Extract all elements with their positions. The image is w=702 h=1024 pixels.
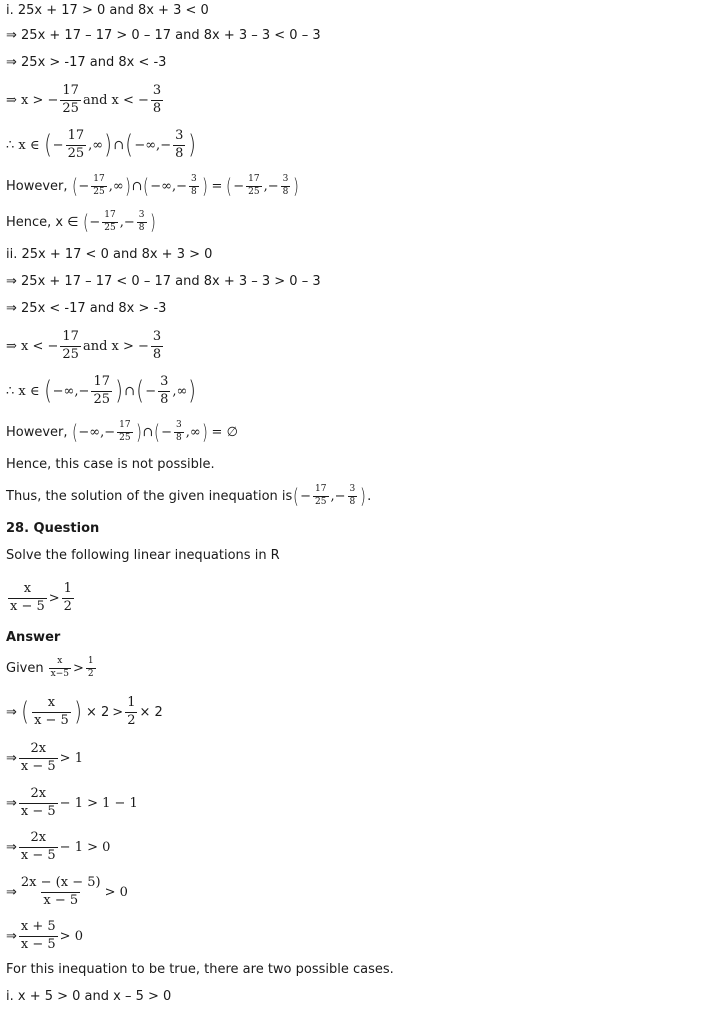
step-final-form: ⇒ $\frac{x + 5}{x - 5}$ > 0 [6, 918, 83, 952]
case-i-conclusion: Hence, x ∈ ( − $\frac{17}{25}$ , − $\frac{3}{8}$ ) [6, 210, 156, 234]
question-heading: 28. Question [6, 520, 100, 536]
intersection-set: ∴ x ∈ ( − $\frac{17}{25}$ , ∞ ) ∩ ( −∞ , − $\frac{3}{8}$ ) [6, 127, 197, 161]
step-simplified-ii: ⇒ 25x < -17 and 8x > -3 [6, 300, 167, 316]
step-subtract-one: ⇒ $\frac{2x}{x - 5}$ − 1 > 1 − 1 [6, 785, 138, 819]
case-i-new: i. x + 5 > 0 and x – 5 > 0 [6, 988, 172, 1004]
question-text: Solve the following linear inequations in R [6, 547, 280, 563]
step-multiply-two: ⇒ ( $\frac{x}{x - 5}$ ) × 2 > $\frac{1}{2}$ × 2 [6, 694, 163, 728]
step-subtract: ⇒ 25x + 17 – 17 > 0 – 17 and 8x + 3 – 3 < 0 – 3 [6, 27, 321, 43]
step-combine: ⇒ $\frac{2x - (x - 5)}{x - 5}$ > 0 [6, 874, 128, 908]
step-divide-ii: ⇒ x < − $\frac{17}{25}$ and x > − $\frac{3}{8}$ [6, 328, 162, 362]
intersection-result: However, ( − $\frac{17}{25}$ , ∞ ) ∩ ( −∞ , − $\frac{3}{8}$ ) = ( − $\frac{17}{25}$ , − $\frac{3}{8}$ ) [6, 174, 300, 198]
answer-heading: Answer [6, 629, 61, 645]
case-ii-statement: ii. 25x + 17 < 0 and 8x + 3 > 0 [6, 246, 213, 262]
step-2x-gt-1: ⇒ $\frac{2x}{x - 5}$ > 1 [6, 740, 83, 774]
step-divide: ⇒ x > − $\frac{17}{25}$ and x < − $\frac{3}{8}$ [6, 82, 162, 116]
case-ii-conclusion: Hence, this case is not possible. [6, 456, 215, 472]
given-inequation: Given $\frac{x}{x-5}$ > $\frac{1}{2}$ [6, 656, 94, 679]
step-gt-zero: ⇒ $\frac{2x}{x - 5}$ − 1 > 0 [6, 829, 111, 863]
step-simplified: ⇒ 25x > -17 and 8x < -3 [6, 54, 167, 70]
question-inequation: $\frac{x}{x - 5}$ > $\frac{1}{2}$ [10, 580, 72, 614]
cases-text: For this inequation to be true, there are two possible cases. [6, 961, 394, 977]
intersection-result-ii: However, ( −∞ , − $\frac{17}{25}$ ) ∩ ( − $\frac{3}{8}$ , ∞ ) = ∅ [6, 420, 238, 444]
step-subtract-ii: ⇒ 25x + 17 – 17 < 0 – 17 and 8x + 3 – 3 > 0 – 3 [6, 273, 321, 289]
case-i-statement: i. 25x + 17 > 0 and 8x + 3 < 0 [6, 2, 209, 18]
final-solution: Thus, the solution of the given inequation is ( − $\frac{17}{25}$ , − $\frac{3}{8}$ ) . [6, 484, 372, 508]
intersection-set-ii: ∴ x ∈ ( −∞ , − $\frac{17}{25}$ ) ∩ ( − $\frac{3}{8}$ , ∞ ) [6, 373, 197, 407]
